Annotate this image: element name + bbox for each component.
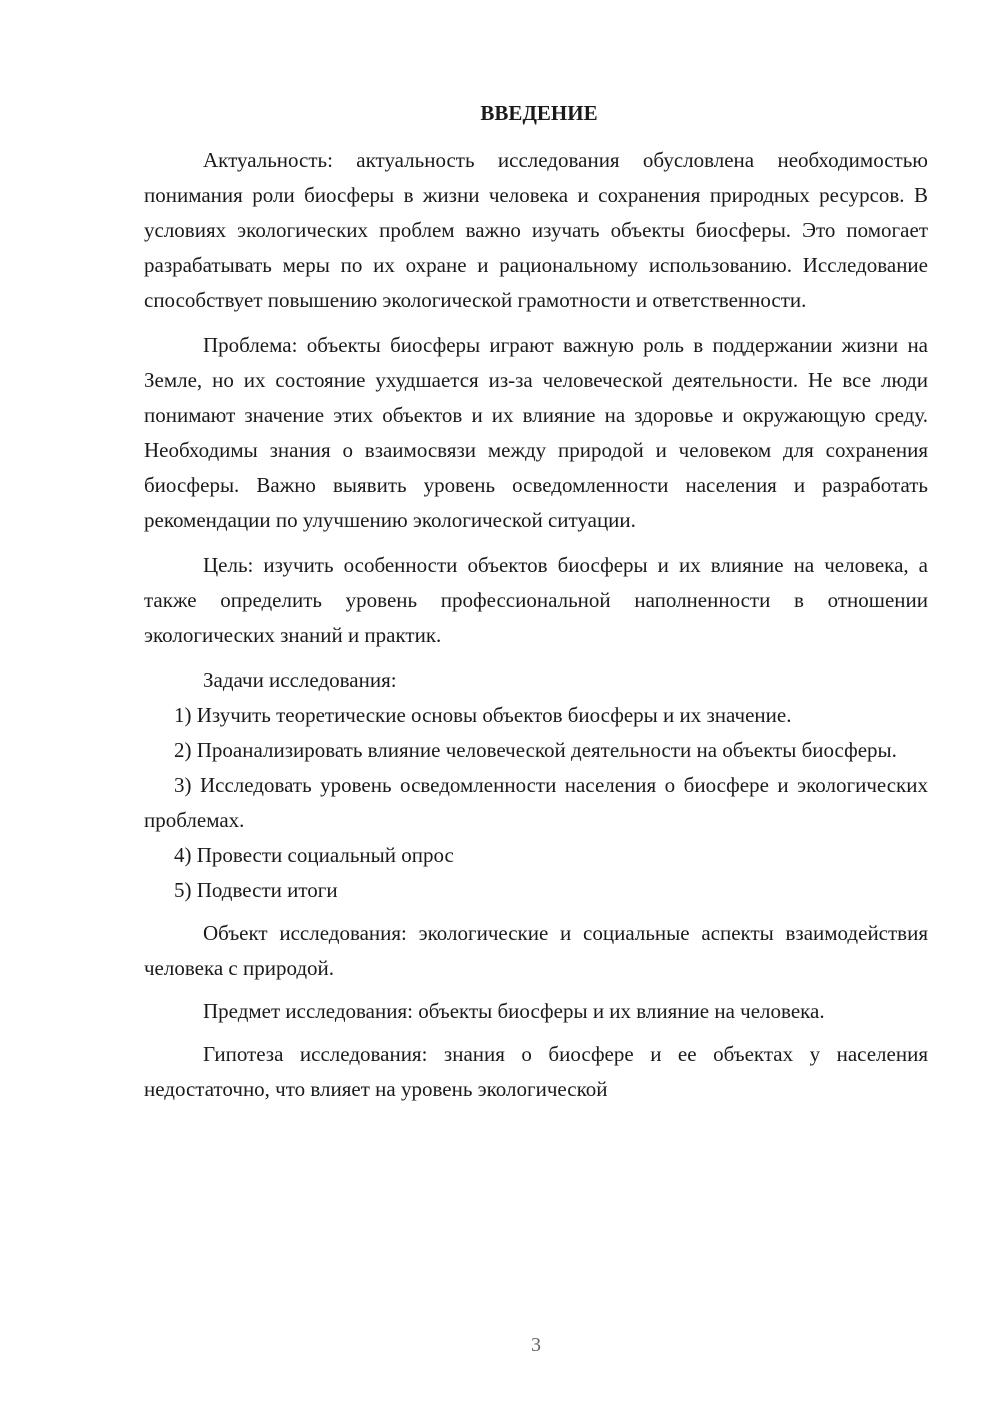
task-item-5: 5) Подвести итоги — [174, 878, 338, 902]
task-item-1: 1) Изучить теоретические основы объектов биосферы и их значение. — [174, 703, 792, 727]
task-item-2: 2) Проанализировать влияние человеческой деятельности на объекты биосферы. — [174, 738, 897, 762]
page-title: ВВЕДЕНИЕ — [480, 101, 598, 125]
paragraph-object: Объект исследования: экологические и социальные аспекты взаимодействия человека с природой. — [144, 921, 928, 980]
task-item-4: 4) Провести социальный опрос — [174, 843, 454, 867]
paragraph-problem: Проблема: объекты биосферы играют важную роль в поддержании жизни на Земле, но их состояние ухудшается из-за человеческой деятельности. Не все люди понимают значение этих объектов и их влияние на здоровье и окружающую среду. Необходимы знания о взаимосвязи между природой и человеком для сохранения биосферы. Важно выявить уровень осведомленности населения и разработать рекомендации по улучшению экологической ситуации. — [144, 333, 928, 532]
page-body — [144, 96, 928, 1107]
task-item-3: 3) Исследовать уровень осведомленности населения о биосфере и экологических проблемах. — [144, 773, 928, 832]
paragraph-hypothesis: Гипотеза исследования: знания о биосфере и ее объектах у населения недостаточно, что влияет на уровень экологической — [144, 1042, 928, 1101]
tasks-heading: Задачи исследования: — [203, 668, 397, 692]
page-number: 3 — [531, 1334, 541, 1356]
paragraph-relevance: Актуальность: актуальность исследования обусловлена необходимостью понимания роли биосферы в жизни человека и сохранения природных ресурсов. В условиях экологических проблем важно изучать объекты биосферы. Это помогает разрабатывать меры по их охране и рациональному использованию. Исследование способствует повышению экологической грамотности и ответственности. — [144, 148, 928, 312]
paragraph-goal: Цель: изучить особенности объектов биосферы и их влияние на человека, а также определить уровень профессиональной наполненности в отношении экологических знаний и практик. — [144, 553, 928, 647]
paragraph-subject: Предмет исследования: объекты биосферы и их влияние на человека. — [203, 999, 825, 1023]
